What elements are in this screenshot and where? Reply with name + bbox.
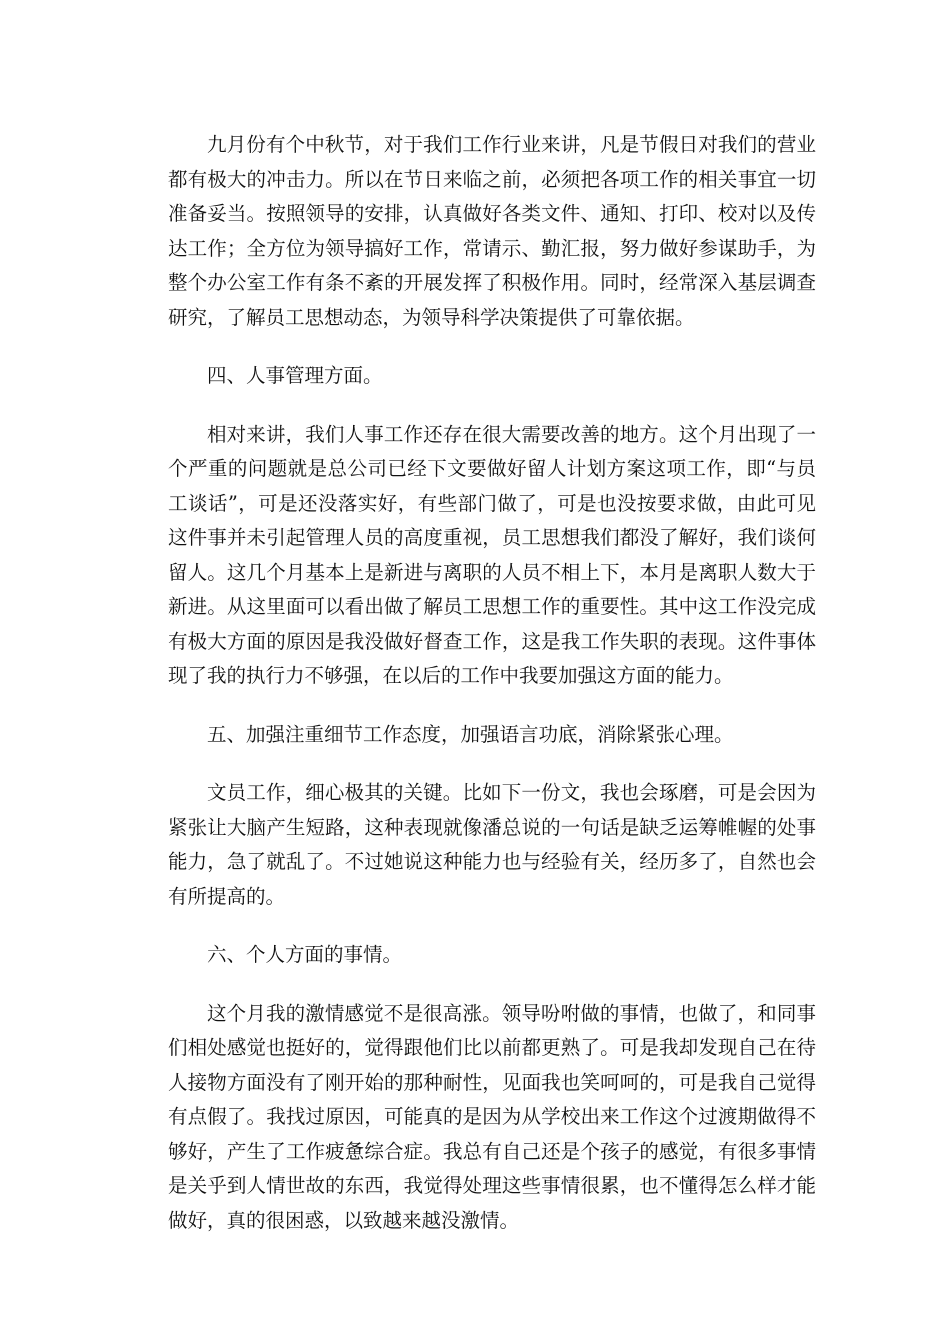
section-heading-details-attitude: 五、加强注重细节工作态度，加强语言功底，消除紧张心理。 bbox=[207, 722, 734, 746]
section-heading-personnel: 四、人事管理方面。 bbox=[207, 364, 383, 387]
section-heading-personal: 六、个人方面的事情。 bbox=[207, 943, 403, 966]
paragraph-mid-autumn-work: 九月份有个中秋节，对于我们工作行业来讲，凡是节假日对我们的营业都有极大的冲击力。所以在节日来临之前，必须把各项工作的相关事宜一切准备妥当。按照领导的安排，认真做好各类文件、通知、打印、校对以及传达工作；全方位为领导搞好工作，常请示、勤汇报，努力做好参谋助手，为整个办公室工作有条不紊的开展发挥了积极作用。同时，经常深入基层调查研究，了解员工思想动态，为领导科学决策提供了可靠依据。 bbox=[168, 133, 816, 329]
document-body bbox=[168, 128, 816, 1262]
paragraph-personal-matters: 这个月我的激情感觉不是很高涨。领导吩咐做的事情，也做了，和同事们相处感觉也挺好的，觉得跟他们比以前都更熟了。可是我却发现自己在待人接物方面没有了刚开始的那种耐性，见面我也笑呵呵的，可是我自己觉得有点假了。我找过原因，可能真的是因为从学校出来工作这个过渡期做得不够好，产生了工作疲惫综合症。我总有自己还是个孩子的感觉，有很多事情是关乎到人情世故的东西，我觉得处理这些事情很累，也不懂得怎么样才能做好，真的很困惑，以致越来越没激情。 bbox=[168, 1001, 816, 1232]
paragraph-personnel-management: 相对来讲，我们人事工作还存在很大需要改善的地方。这个月出现了一个严重的问题就是总公司已经下文要做好留人计划方案这项工作，即“与员工谈话”，可是还没落实好，有些部门做了，可是也没按要求做，由此可见这件事并未引起管理人员的高度重视，员工思想我们都没了解好，我们谈何留人。这几个月基本上是新进与离职的人员不相上下，本月是离职人数大于新进。从这里面可以看出做了解员工思想工作的重要性。其中这工作没完成有极大方面的原因是我没做好督查工作，这是我工作失职的表现。这件事体现了我的执行力不够强，在以后的工作中我要加强这方面的能力。 bbox=[168, 422, 816, 687]
paragraph-clerk-work: 文员工作，细心极其的关键。比如下一份文，我也会琢磨，可是会因为紧张让大脑产生短路，这种表现就像潘总说的一句话是缺乏运筹帷幄的处事能力，急了就乱了。不过她说这种能力也与经验有关，经历多了，自然也会有所提高的。 bbox=[168, 781, 816, 908]
